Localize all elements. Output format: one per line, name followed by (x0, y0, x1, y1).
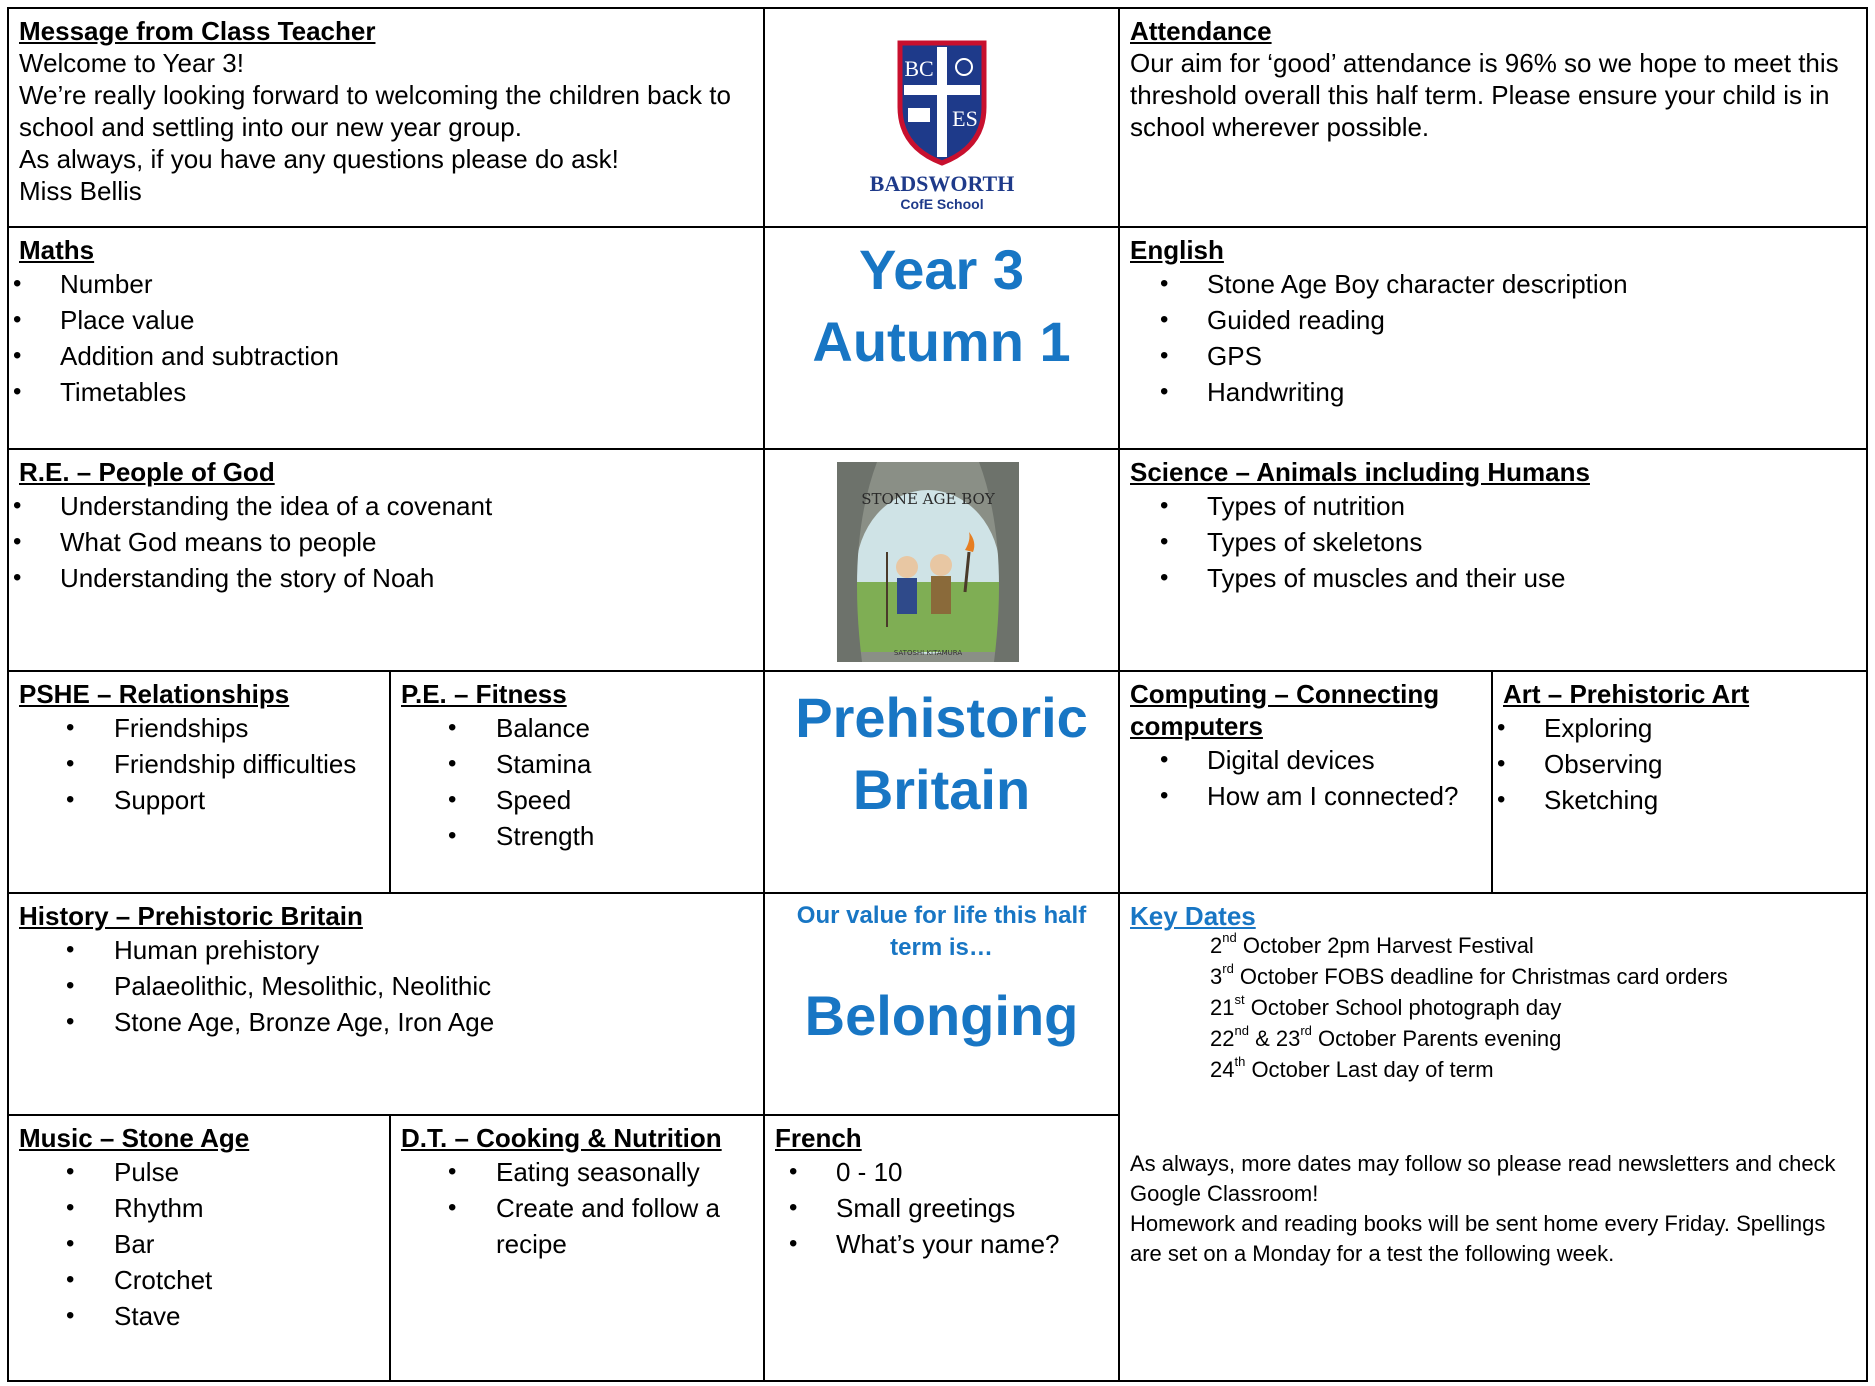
cover-author: SATOSHI KITAMURA (893, 649, 963, 657)
list-item: • GPS (1166, 338, 1856, 374)
music-heading: Music – Stone Age (19, 1123, 250, 1153)
pshe-list (19, 710, 379, 818)
value-box (763, 892, 1120, 1116)
list-item: • Friendship difficulties (19, 746, 379, 782)
girl-head (930, 554, 952, 576)
art-list (1503, 710, 1856, 818)
computing-list (1166, 742, 1481, 814)
list-item: • Bar (19, 1226, 379, 1262)
note-line: Homework and reading books will be sent home every Friday. Spellings (1130, 1211, 1826, 1236)
key-dates-heading: Key Dates (1130, 901, 1256, 931)
key-dates-box (1118, 892, 1868, 1382)
date-text: October School photograph day (1244, 995, 1562, 1020)
list-item: • Understanding the story of Noah (19, 560, 753, 596)
list-item: • Guided reading (1166, 302, 1856, 338)
list-item: • What’s your name? (795, 1226, 1108, 1262)
list-item: • Types of skeletons (1166, 524, 1856, 560)
logo-letters-top: BC (904, 56, 934, 81)
list-item: • What God means to people (19, 524, 753, 560)
key-dates-notes (1130, 1149, 1856, 1269)
topic-title (775, 682, 1108, 826)
topic-title-line1: Prehistoric (795, 686, 1088, 749)
key-date-item (1130, 992, 1856, 1023)
list-item: • Create and follow a (401, 1190, 753, 1226)
french-list (795, 1154, 1108, 1262)
value-word: Belonging (804, 984, 1079, 1047)
computing-heading-line1: Computing – Connecting (1130, 679, 1440, 709)
music-list (19, 1154, 379, 1334)
teacher-message-line: school and settling into our new year group. (19, 112, 522, 142)
date-mid: & 23 (1248, 1026, 1301, 1051)
history-list (19, 932, 753, 1040)
list-item: • Addition and subtraction (19, 338, 753, 374)
grass (857, 582, 999, 652)
teacher-message-box (7, 7, 765, 228)
maths-box (7, 226, 765, 450)
list-item: • Speed (401, 782, 753, 818)
dt-list (401, 1154, 753, 1226)
list-item: • Crotchet (19, 1262, 379, 1298)
science-heading: Science – Animals including Humans (1130, 457, 1590, 487)
list-item: • Stave (19, 1298, 379, 1334)
list-item: • Place value (19, 302, 753, 338)
logo-box (763, 7, 1120, 228)
key-dates-list (1130, 930, 1856, 1085)
list-item: • Friendships (19, 710, 379, 746)
pe-box (389, 670, 765, 894)
date-number: 21 (1210, 995, 1235, 1020)
english-list (1166, 266, 1856, 410)
maths-list (19, 266, 753, 410)
date-text: October 2pm Harvest Festival (1236, 933, 1534, 958)
key-date-item (1130, 1023, 1856, 1054)
key-date-item (1130, 930, 1856, 961)
teacher-message-line: As always, if you have any questions please do ask! (19, 144, 619, 174)
pe-list (401, 710, 753, 854)
note-line: are set on a Monday for a test the following week. (1130, 1241, 1615, 1266)
date-suffix: rd (1222, 961, 1234, 976)
pe-heading: P.E. – Fitness (401, 679, 567, 709)
girl-body (931, 576, 951, 614)
attendance-heading: Attendance (1130, 16, 1272, 46)
date-text: October Last day of term (1245, 1057, 1494, 1082)
french-box (763, 1114, 1120, 1382)
teacher-message-line: Miss Bellis (19, 176, 142, 206)
list-item: • Understanding the idea of a covenant (19, 488, 753, 524)
date-suffix: nd (1222, 930, 1237, 945)
re-list (19, 488, 753, 596)
date-number: 2 (1210, 933, 1223, 958)
book-cover-image (837, 462, 1019, 662)
teacher-message-line: Welcome to Year 3! (19, 48, 244, 78)
english-box (1118, 226, 1868, 450)
list-item: • Palaeolithic, Mesolithic, Neolithic (19, 968, 753, 1004)
year-title-line1: Year 3 (858, 238, 1025, 301)
list-item: • Types of muscles and their use (1166, 560, 1856, 596)
list-item: • Timetables (19, 374, 753, 410)
list-item: • Observing (1503, 746, 1856, 782)
date-suffix: nd (1234, 1023, 1249, 1038)
re-heading: R.E. – People of God (19, 457, 275, 487)
date-suffix: st (1234, 992, 1245, 1007)
boy-body (897, 578, 917, 614)
re-box (7, 448, 765, 672)
year-title (775, 234, 1108, 378)
history-box (7, 892, 765, 1116)
cross-vertical (937, 47, 947, 157)
list-item: • Pulse (19, 1154, 379, 1190)
list-item: • Exploring (1503, 710, 1856, 746)
dt-heading: D.T. – Cooking & Nutrition (401, 1123, 722, 1153)
note-line: As always, more dates may follow so please read newsletters and check (1130, 1151, 1836, 1176)
logo-school-sub: CofE School (900, 196, 984, 212)
year-title-line2: Autumn 1 (812, 310, 1071, 373)
list-item: • Human prehistory (19, 932, 753, 968)
teacher-message-line: We’re really looking forward to welcoming the children back to (19, 80, 731, 110)
attendance-line: school wherever possible. (1130, 112, 1430, 142)
list-item: • Support (19, 782, 379, 818)
value-intro-line2: term is… (890, 934, 993, 961)
date-suffix: th (1234, 1054, 1246, 1069)
list-item: • How am I connected? (1166, 778, 1481, 814)
art-heading: Art – Prehistoric Art (1503, 679, 1750, 709)
maths-heading: Maths (19, 235, 95, 265)
value-intro (775, 900, 1108, 964)
book-cover-box (763, 448, 1120, 672)
list-item: • Stone Age Boy character description (1166, 266, 1856, 302)
list-item: • Eating seasonally (401, 1154, 753, 1190)
list-item: • Rhythm (19, 1190, 379, 1226)
book-icon (908, 108, 930, 122)
key-date-item (1130, 1054, 1856, 1085)
date-number: 22 (1210, 1026, 1235, 1051)
list-item: • Balance (401, 710, 753, 746)
list-item: • Sketching (1503, 782, 1856, 818)
boy-head (896, 556, 918, 578)
school-logo (842, 29, 1042, 229)
science-list (1166, 488, 1856, 596)
list-item: • Stone Age, Bronze Age, Iron Age (19, 1004, 753, 1040)
topic-box (763, 670, 1120, 894)
attendance-box (1118, 7, 1868, 228)
science-box (1118, 448, 1868, 672)
teacher-message-heading: Message from Class Teacher (19, 16, 376, 46)
logo-letters-bottom: ES (952, 106, 978, 131)
computing-box (1118, 670, 1493, 894)
history-heading: History – Prehistoric Britain (19, 901, 363, 931)
pshe-heading: PSHE – Relationships (19, 679, 290, 709)
art-box (1491, 670, 1868, 894)
english-heading: English (1130, 235, 1224, 265)
list-item: • Small greetings (795, 1190, 1108, 1226)
date-number: 24 (1210, 1057, 1235, 1082)
computing-heading-line2: computers (1130, 711, 1263, 741)
date-text: October Parents evening (1311, 1026, 1562, 1051)
list-item: • Number (19, 266, 753, 302)
attendance-line: threshold overall this half term. Please ensure your child is in (1130, 80, 1830, 110)
year-title-box (763, 226, 1120, 450)
list-item: • Digital devices (1166, 742, 1481, 778)
teacher-message-text (19, 47, 753, 207)
cover-title: STONE AGE BOY (861, 490, 995, 508)
list-item: • Strength (401, 818, 753, 854)
attendance-line: Our aim for ‘good’ attendance is 96% so we hope to meet this (1130, 48, 1839, 78)
logo-school-name: BADSWORTH (869, 171, 1015, 196)
dt-list-continuation: recipe (496, 1229, 567, 1259)
pshe-box (7, 670, 391, 894)
value-intro-line1: Our value for life this half (796, 902, 1087, 929)
date-number: 3 (1210, 964, 1223, 989)
list-item: • 0 - 10 (795, 1154, 1108, 1190)
key-date-item (1130, 961, 1856, 992)
list-item: • Types of nutrition (1166, 488, 1856, 524)
topic-title-line2: Britain (852, 758, 1031, 821)
note-line: Google Classroom! (1130, 1181, 1319, 1206)
french-heading: French (775, 1123, 862, 1153)
list-item: • Stamina (401, 746, 753, 782)
attendance-text (1130, 47, 1856, 143)
dt-box (389, 1114, 765, 1382)
list-item: • Handwriting (1166, 374, 1856, 410)
date-text: October FOBS deadline for Christmas card orders (1233, 964, 1728, 989)
music-box (7, 1114, 391, 1382)
cross-horizontal (904, 85, 980, 95)
date-suffix: rd (1300, 1023, 1312, 1038)
